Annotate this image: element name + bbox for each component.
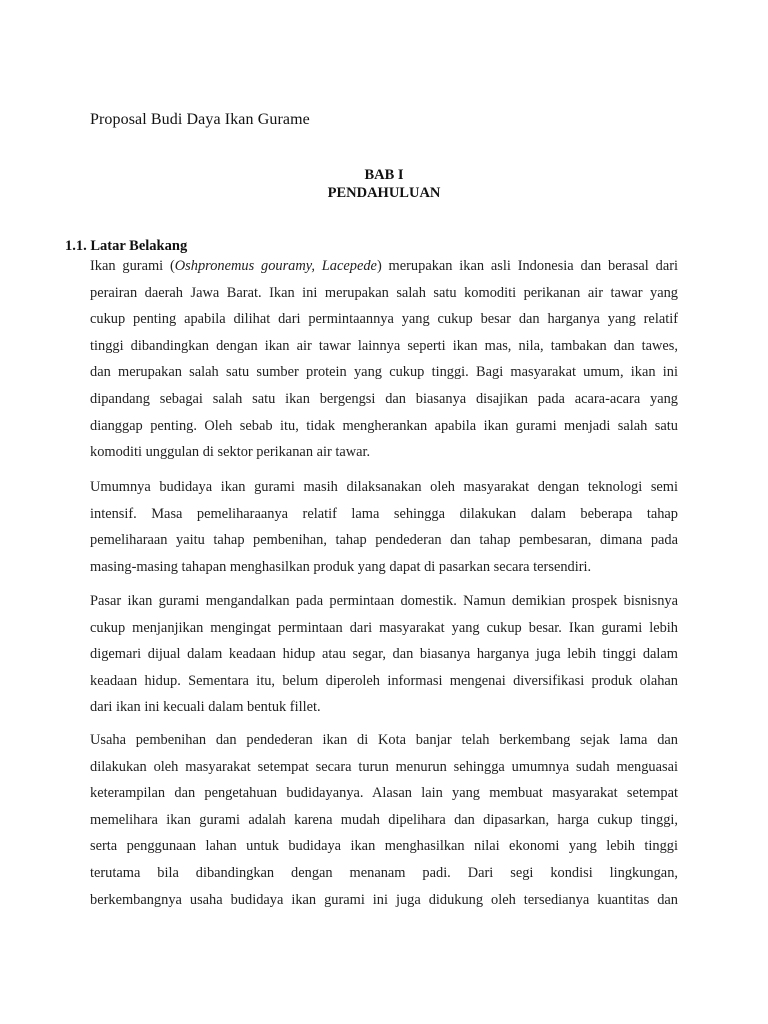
paragraph-line: cukup penting apabila dilihat dari permintaannya yang cukup besar dan harganya yang relatif bbox=[90, 311, 678, 328]
chapter-heading bbox=[0, 166, 768, 202]
chapter-number: BAB I bbox=[364, 167, 404, 183]
paragraph-line: dan merupakan salah satu sumber protein yang cukup tinggi. Bagi masyarakat umum, ikan ini bbox=[90, 364, 678, 381]
paragraph-2 bbox=[90, 474, 678, 580]
paragraph-line: dari ikan ini kecuali dalam bentuk fillet. bbox=[90, 699, 321, 716]
paragraph-line bbox=[90, 253, 678, 280]
paragraph-line: berkembangnya usaha budidaya ikan gurami ini juga didukung oleh tersedianya kuantitas dan bbox=[90, 891, 678, 908]
paragraph-line: dipandang sebagai salah satu ikan bergengsi dan biasanya disajikan pada acara-acara yang bbox=[90, 390, 678, 407]
paragraph-line: dilakukan oleh masyarakat setempat secara turun menurun sehingga umumnya sudah menguasai bbox=[90, 758, 678, 775]
paragraph-4 bbox=[90, 727, 678, 913]
paragraph-line: pemeliharaan yaitu tahap pembenihan, tahap pendederan dan tahap pembesaran, dimana pada bbox=[90, 532, 678, 549]
paragraph-line: intensif. Masa pemeliharaanya relatif lama sehingga dilakukan dalam beberapa tahap bbox=[90, 505, 678, 522]
paragraph-line: keterampilan dan pengetahuan budidayanya. Alasan lain yang membuat masyarakat setempat bbox=[90, 785, 678, 802]
paragraph-line: perairan daerah Jawa Barat. Ikan ini merupakan salah satu komoditi perikanan air tawar yang bbox=[90, 284, 678, 301]
paragraph-line: Usaha pembenihan dan pendederan ikan di Kota banjar telah berkembang sejak lama dan bbox=[90, 732, 678, 748]
paragraph-line: cukup menjanjikan mengingat permintaan dari masyarakat yang cukup besar. Ikan gurami lebih bbox=[90, 619, 678, 636]
document-title: Proposal Budi Daya Ikan Gurame bbox=[90, 111, 310, 128]
scientific-name: Oshpronemus gouramy, Lacepede bbox=[174, 258, 377, 274]
paragraph-1 bbox=[90, 253, 678, 466]
text-span: Ikan gurami ( bbox=[90, 258, 175, 274]
paragraph-line: terutama bila dibandingkan dengan menanam padi. Dari segi kondisi lingkungan, bbox=[90, 864, 678, 881]
text-span: ) merupakan ikan asli Indonesia dan berasal dari bbox=[376, 258, 678, 274]
paragraph-line: komoditi unggulan di sektor perikanan air tawar. bbox=[90, 444, 371, 461]
paragraph-line: masing-masing tahapan menghasilkan produk yang dapat di pasarkan secara tersendiri. bbox=[90, 558, 592, 575]
paragraph-line: Umumnya budidaya ikan gurami masih dilaksanakan oleh masyarakat dengan teknologi semi bbox=[90, 479, 678, 495]
paragraph-line: keadaan hidup. Sementara itu, belum diperoleh informasi mengenai diversifikasi produk olahan bbox=[90, 672, 678, 689]
section-heading: 1.1. Latar Belakang bbox=[65, 238, 188, 254]
chapter-title: PENDAHULUAN bbox=[327, 185, 441, 201]
paragraph-line: tinggi dibandingkan dengan ikan air tawar lainnya seperti ikan mas, nila, tambakan dan tawes, bbox=[90, 337, 678, 354]
paragraph-line: dianggap penting. Oleh sebab itu, tidak mengherankan apabila ikan gurami menjadi salah satu bbox=[90, 417, 678, 434]
paragraph-line: serta penggunaan lahan untuk budidaya ikan menghasilkan nilai ekonomi yang lebih tinggi bbox=[90, 838, 678, 855]
paragraph-line: Pasar ikan gurami mengandalkan pada permintaan domestik. Namun demikian prospek bisnisnya bbox=[90, 593, 678, 609]
paragraph-line: digemari dijual dalam keadaan hidup atau segar, dan biasanya harganya juga lebih tinggi dalam bbox=[90, 646, 678, 663]
paragraph-3 bbox=[90, 588, 678, 721]
paragraph-line: memelihara ikan gurami adalah karena mudah dipelihara dan dipasarkan, harga cukup tinggi, bbox=[90, 811, 678, 828]
